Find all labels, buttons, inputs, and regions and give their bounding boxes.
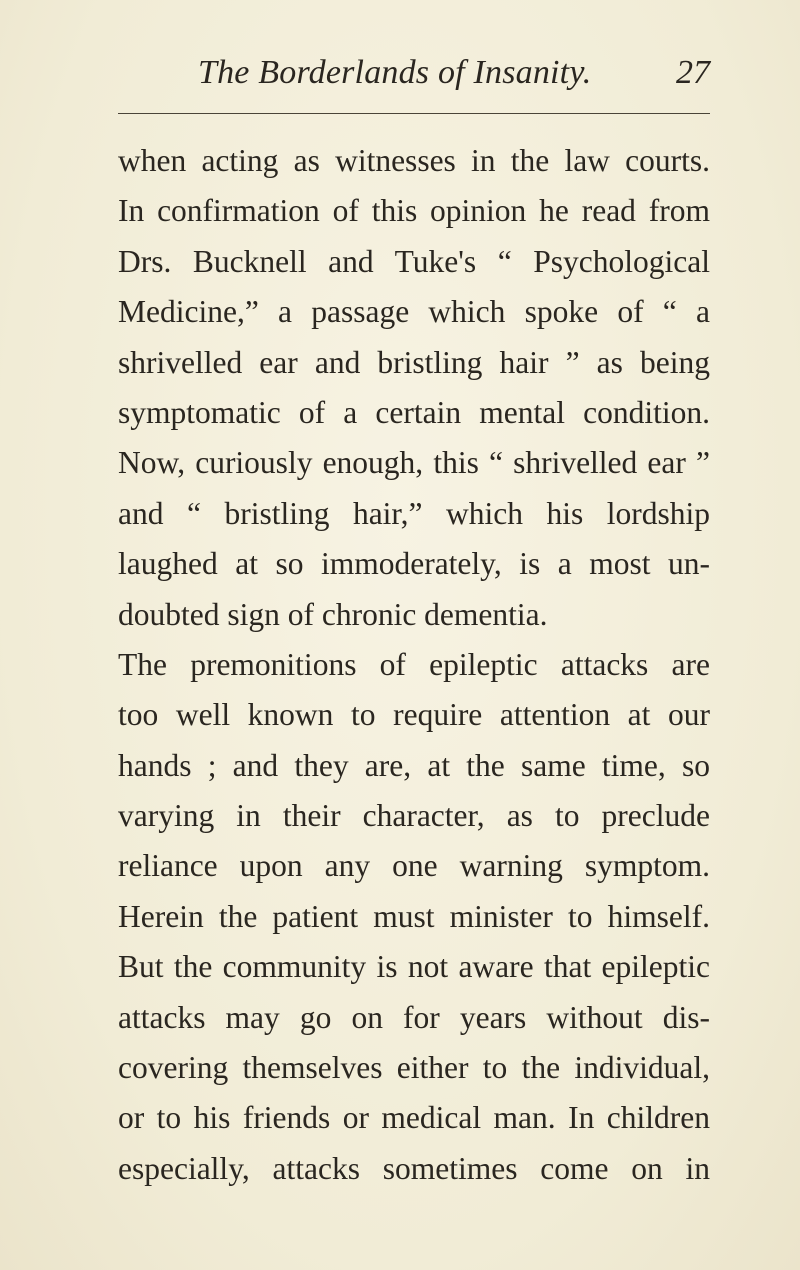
text-line: The premonitions of epileptic attacks are: [118, 646, 710, 682]
text-line: Now, curiously enough, this “ shrivelled ear ”: [118, 445, 710, 481]
running-title: The Borderlands of Insanity.: [198, 54, 592, 91]
text-line: attacks may go on for years without dis-: [118, 999, 710, 1035]
text-line: Drs. Bucknell and Tuke's “ Psychological: [118, 243, 710, 279]
body-text: [118, 136, 718, 1194]
text-line: when acting as witnesses in the law courts.: [118, 143, 710, 178]
text-line: doubted sign of chronic dementia.: [118, 596, 548, 632]
header-rule: [118, 113, 710, 114]
text-line: shrivelled ear and bristling hair ” as being: [118, 344, 710, 380]
text-line: laughed at so immoderately, is a most un-: [118, 546, 710, 582]
page-header: [118, 54, 710, 102]
text-line: varying in their character, as to preclude: [118, 798, 710, 834]
text-line: reliance upon any one warning symptom.: [118, 848, 710, 884]
text-line: Herein the patient must minister to himself.: [118, 898, 710, 934]
text-line: and “ bristling hair,” which his lordship: [118, 495, 710, 531]
text-line: symptomatic of a certain mental condition.: [118, 394, 710, 430]
text-line: Medicine,” a passage which spoke of “ a: [118, 294, 710, 330]
text-line: hands ; and they are, at the same time, so: [118, 747, 710, 783]
text-line: But the community is not aware that epileptic: [118, 949, 710, 985]
text-line: covering themselves either to the individual,: [118, 1050, 710, 1086]
text-line: or to his friends or medical man. In children: [118, 1100, 710, 1136]
text-line: In confirmation of this opinion he read from: [118, 193, 710, 229]
text-line: especially, attacks sometimes come on in: [118, 1150, 710, 1186]
text-line: too well known to require attention at our: [118, 697, 710, 733]
page-number: 27: [676, 54, 710, 91]
